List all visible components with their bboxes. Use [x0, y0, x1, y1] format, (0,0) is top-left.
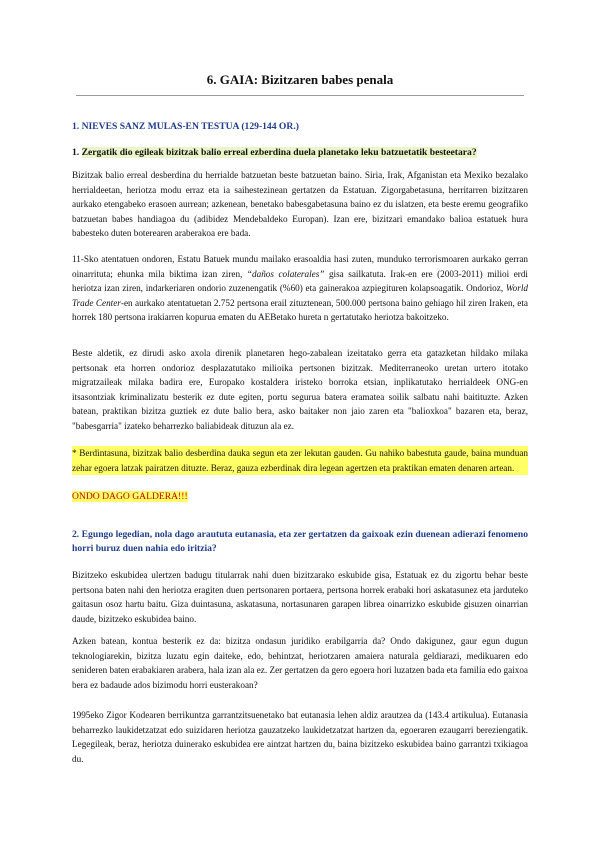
answer-1-paragraph-2	[72, 252, 528, 325]
paragraph-italic-quote: “daños colaterales”	[246, 268, 325, 279]
teacher-comment	[72, 490, 528, 504]
paragraph-text-part: 11-Sko atentatuen ondoren, Estatu Batuek mundu mailako erasoaldia hasi zuten, munduko terrorismoaren aurkako gerran oinarrituta; ehunka mila biktima izan ziren,	[72, 254, 528, 279]
answer-2-paragraph-3	[72, 708, 528, 766]
question-2: 2. Egungo legedian, nola dago araututa eutanasia, eta zer gertatzen da gaixoak ezin duenean adierazi fenomeno horri buruz duen nahia edo iritzia?	[72, 529, 528, 554]
paragraph-text: Bizitzak balio erreal desberdina du herrialde batzuetan beste batzuetan baino. Siria, Irak, Afganistan eta Mexiko bezalako herrialdeetan, heriotza modu erraz eta ia saihestezinean gertatzen da Estatuan. Zigorgabetasuna, herritarren bizitzaren aurkako etengabeko erasoen aurrean; azkenean, benetako babesgabetasuna baino ez du islatzen, eta beste eremu geografiko batzuetan babes handiagoa du (adibidez Mendebaldeko Europan). Izan ere, bizitzari emandako balioa estatuek hura babesteko duten boterearen araberakoa ere bada.	[72, 170, 528, 238]
answer-2-paragraph-1	[72, 568, 528, 626]
highlighted-note: * Berdintasuna, bizitzak balio desberdina dauka segun eta zer lekutan gauden. Gu nahiko babestuta gaude, baina munduan zehar egoera latzak pairatzen dituzte. Beraz, gauza ezberdinak dira legean agertzen eta praktikan ematen denaren artean.	[72, 446, 528, 475]
paragraph-text: Beste aldetik, ez dirudi asko axola direnik planetaren hego-zabalean izeitatako gerra eta gatazketan hildako milaka pertsonak eta horren ondorioz desplazatutako milioika pertsonen bizitzak. Mediterraneoko uretan urtero itotako migratzaileak milaka badira ere, Europako kostaldera iristeko borroka etsian, inplikatutako herrialdeek ONG-en itsasontziak kriminalizatu besterik ez dute egiten, portu segurua batera eramatea soilik salbatu nahi baitituzte. Azken batean, praktikan bizitza guztiek ez dute balio bera, asko baitaker non jaio zaren eta "balioxkoa" bazaren eta, beraz, "babesgarria" izateko beharrezko baliabideak dituzun ala ez.	[72, 348, 528, 431]
teacher-comment-text: ONDO DAGO GALDERA!!!	[72, 491, 188, 502]
paragraph-text: 1995eko Zigor Kodearen berrikuntza garrantzitsuenetako bat eutanasia lehen aldiz arautzea da (143.4 artikulua). Eutanasia beharrezko laukidetzatzat edo suizidaren heriotza gauzatzeko laukidetzatzat hartzen da, egoeraren ezaugarri bereziengatik. Legegileak, beraz, heriotza duinerako eskubidea ere aintzat hartzen du, baina bizitzeko eskubidea baino garrantzi txikiagoa du.	[72, 710, 528, 764]
question-1	[72, 146, 528, 160]
section-1-heading: 1. NIEVES SANZ MULAS-EN TESTUA (129-144 OR.)	[72, 121, 299, 132]
paragraph-text	[72, 252, 528, 325]
question-1-number: 1.	[72, 147, 80, 158]
paragraph-text: Bizitzeko eskubidea ulertzen badugu titularrak nahi duen bizitzarako eskubide gisa, Estatuak ez du zigortu behar beste pertsona baten nahi den heriotza eragiten duen pertsonaren portaera, pertsona horrek erabaki hori askatasunez eta jarduteko gaitasun osoz hartu baitu. Giza duintasuna, askatasuna, nortasunaren garapen librea oinarrizko eskubide gisuzen oinarrian daude, bizitzeko eskubidea baino.	[72, 570, 528, 624]
answer-1-paragraph-1	[72, 168, 528, 241]
title-divider	[76, 95, 524, 96]
paragraph-text-part: -en aurkako atentatuetan 2.752 pertsona erail zituztenean, 500.000 pertsona baino gehiago hil ziren Iraken, eta horrek 180 pertsona irakiarren kopurua ematen du AEBetako hureta n gertatutako heriotza bakoitzeko.	[72, 297, 528, 322]
paragraph-italic-wtc: World Trade Center	[72, 283, 528, 308]
paragraph-text-part: gisa sailkatuta. Irak-en ere (2003-2011) milioi erdi heriotza izan ziren, indarkeriaren ondorio zuzenengatik (%60) eta gainerakoa azpiegituren kolapsoagatik. Ondorioz,	[72, 268, 528, 293]
question-1-text: Zergatik dio egileak bizitzak balio erreal ezberdina duela planetako leku batzuetatik besteetara?	[81, 147, 477, 158]
page-title: 6. GAIA: Bizitzaren babes penala	[206, 72, 394, 87]
answer-2-paragraph-2	[72, 634, 528, 692]
paragraph-text: Azken batean, kontua besterik ez da: bizitza ondasun juridiko erabilgarria da? Ondo dakigunez, gaur egun dugun teknologiarekin, bizitza luzatu egin daiteke, edo, behintzat, heriotzaren amaiera naturala geldiarazi, medikuaren edo senideren baten erabakiaren arabera, hala izan ala ez. Zer gertatzen da gero egoera hori luzatzen bada eta familia edo gaixoa bera ez badaude ados bizimodu horri eusterakoan?	[72, 636, 528, 690]
answer-1-paragraph-3	[72, 346, 528, 433]
